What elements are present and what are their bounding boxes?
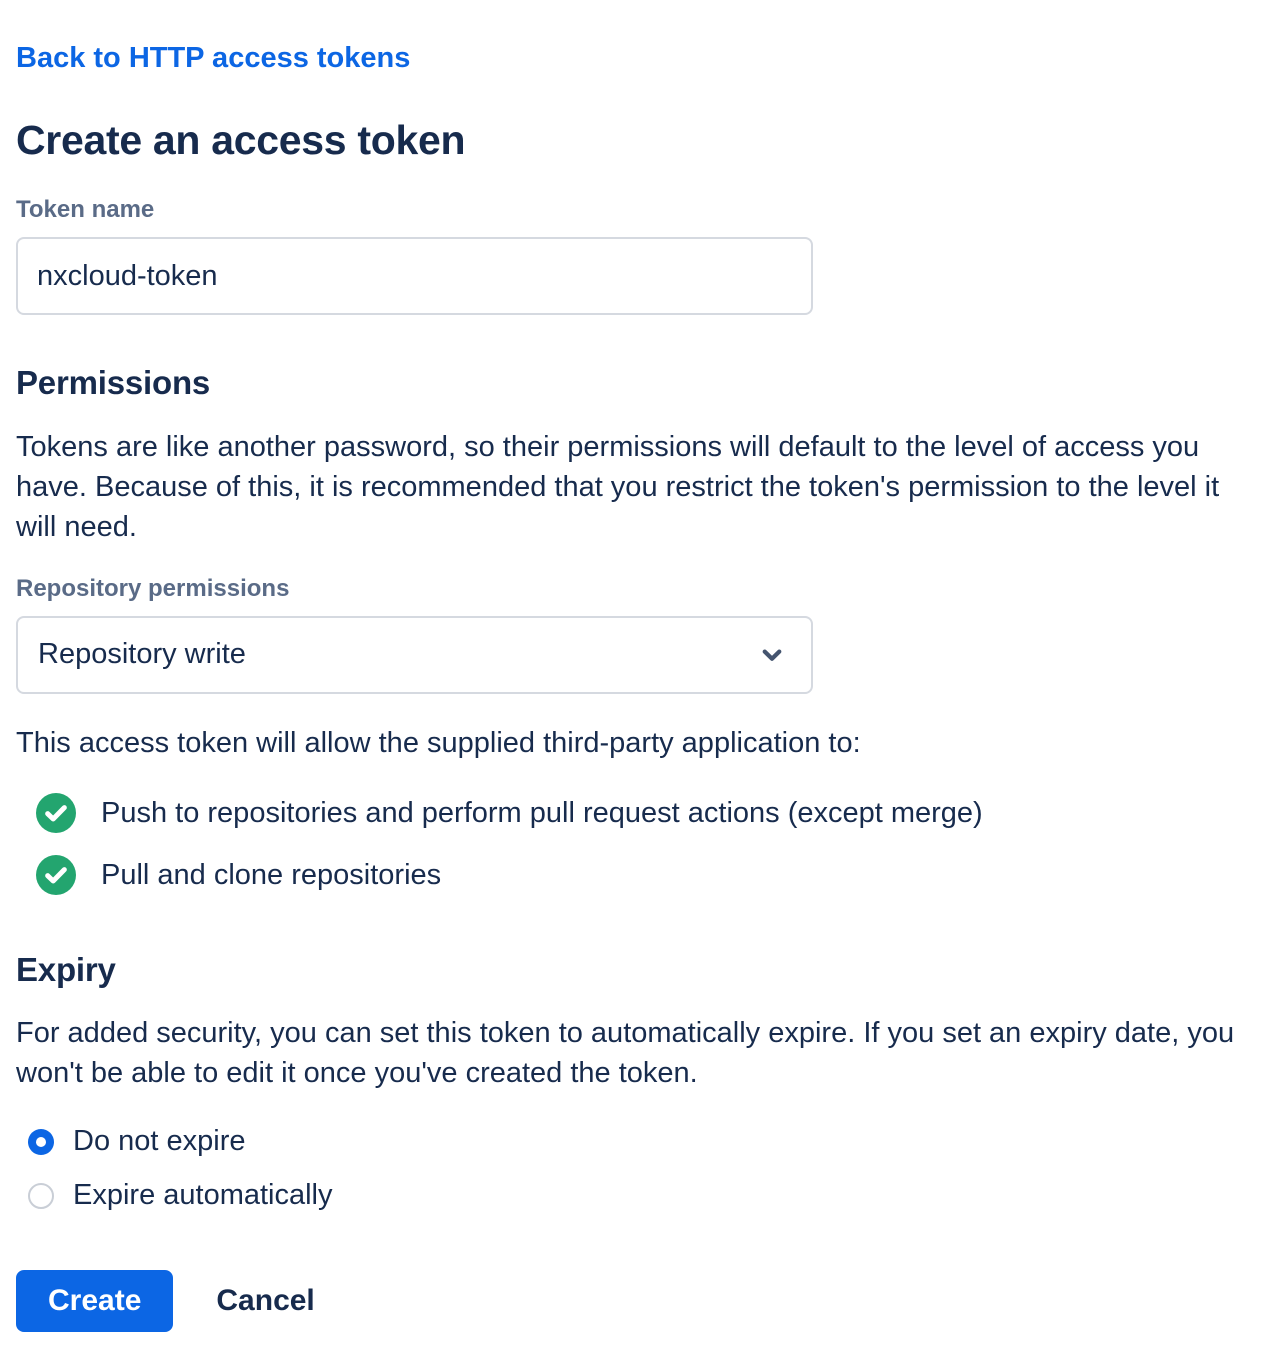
back-to-http-access-tokens-link[interactable]: Back to HTTP access tokens <box>16 42 411 74</box>
expiry-description: For added security, you can set this token to automatically expire. If you set an expiry date, you won't be able to edit it once you've created the token. <box>16 1017 1235 1090</box>
list-item <box>16 855 1258 895</box>
expiry-radio-group <box>16 1126 1258 1212</box>
create-button[interactable]: Create <box>16 1270 173 1332</box>
radio-option-do-not-expire[interactable] <box>16 1126 1258 1158</box>
list-item <box>16 793 1258 833</box>
permissions-heading: Permissions <box>16 364 211 402</box>
capabilities-list <box>16 793 1258 895</box>
capability-text: Push to repositories and perform pull request actions (except merge) <box>101 796 983 829</box>
permissions-description: Tokens are like another password, so their permissions will default to the level of access you have. Because of this, it is recommended that you restrict the token's permission to the level it will need. <box>16 430 1220 543</box>
repository-permissions-label: Repository permissions <box>16 574 290 602</box>
expiry-heading: Expiry <box>16 950 116 988</box>
radio-option-expire-automatically[interactable] <box>16 1180 1258 1212</box>
token-name-label: Token name <box>16 196 155 224</box>
radio-option-label: Do not expire <box>73 1125 246 1158</box>
token-name-input[interactable] <box>16 237 813 315</box>
page-title: Create an access token <box>16 117 466 163</box>
radio-button-icon[interactable] <box>28 1129 54 1155</box>
radio-option-label: Expire automatically <box>73 1179 333 1212</box>
capability-text: Pull and clone repositories <box>101 858 442 891</box>
repository-permissions-select[interactable] <box>16 616 813 694</box>
form-actions <box>16 1270 1258 1332</box>
check-circle-icon <box>36 855 76 895</box>
cancel-button[interactable]: Cancel <box>216 1284 315 1318</box>
token-allow-intro: This access token will allow the supplied third-party application to: <box>16 726 861 759</box>
chevron-down-icon <box>757 640 787 670</box>
check-circle-icon <box>36 793 76 833</box>
repository-permissions-selected-value: Repository write <box>38 638 246 671</box>
radio-button-icon[interactable] <box>28 1183 54 1209</box>
